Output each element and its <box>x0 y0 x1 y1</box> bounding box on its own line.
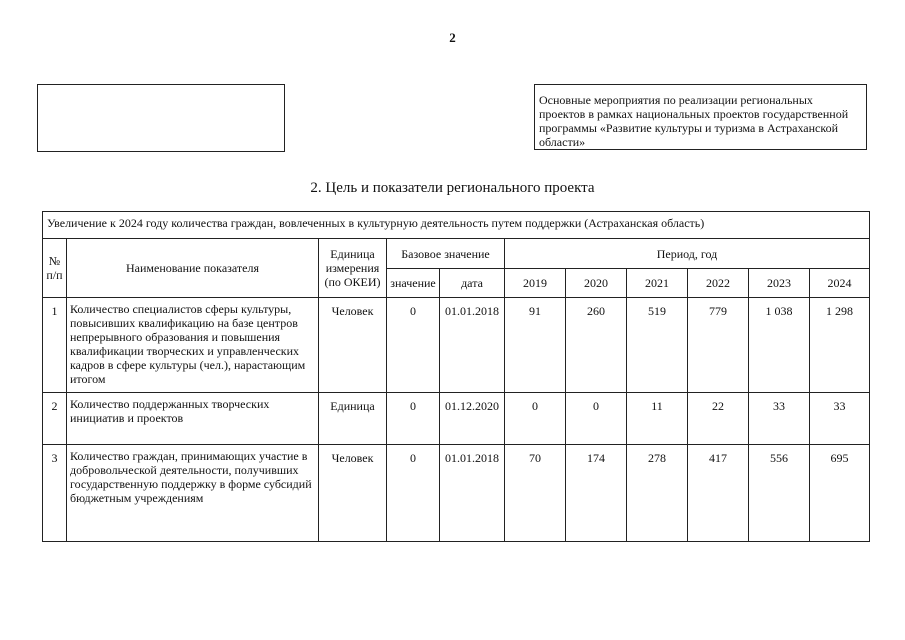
row-value: 695 <box>810 445 870 542</box>
row-value: 0 <box>505 393 566 445</box>
section-title: 2. Цель и показатели регионального проекта <box>310 180 595 196</box>
row-base-value: 0 <box>387 445 440 542</box>
row-base-date: 01.01.2018 <box>440 298 505 393</box>
header-year: 2019 <box>505 269 566 298</box>
row-value: 1 038 <box>749 298 810 393</box>
row-name: Количество граждан, принимающих участие в добровольческой деятельности, получивших государственную поддержку в форме субсидий бюджетным учреждениям <box>67 445 319 542</box>
row-value: 0 <box>566 393 627 445</box>
header-base: Базовое значение <box>387 239 505 269</box>
left-box <box>37 84 285 152</box>
row-value: 417 <box>688 445 749 542</box>
row-base-value: 0 <box>387 393 440 445</box>
header-year: 2020 <box>566 269 627 298</box>
row-unit: Единица <box>319 393 387 445</box>
row-value: 11 <box>627 393 688 445</box>
row-value: 70 <box>505 445 566 542</box>
header-year: 2022 <box>688 269 749 298</box>
row-base-date: 01.12.2020 <box>440 393 505 445</box>
row-value: 91 <box>505 298 566 393</box>
row-num: 2 <box>43 393 67 445</box>
page-number: 2 <box>449 30 456 45</box>
header-unit: Единица измерения (по ОКЕИ) <box>319 239 387 298</box>
header-period: Период, год <box>505 239 870 269</box>
header-year: 2021 <box>627 269 688 298</box>
row-base-date: 01.01.2018 <box>440 445 505 542</box>
row-value: 33 <box>749 393 810 445</box>
row-value: 22 <box>688 393 749 445</box>
row-value: 260 <box>566 298 627 393</box>
header-num: № п/п <box>43 239 67 298</box>
row-name: Количество специалистов сферы культуры, повысивших квалификацию на базе центров непрерывного образования и повышения квалификации творческих и управленческих кадров в сфере культуры (чел.), нарастающим итогом <box>67 298 319 393</box>
header-year: 2024 <box>810 269 870 298</box>
program-box: Основные мероприятия по реализации региональных проектов в рамках национальных проектов государственной программы «Развитие культуры и туризма в Астраханской области» <box>534 84 867 150</box>
row-value: 1 298 <box>810 298 870 393</box>
header-base-value: значение <box>387 269 440 298</box>
table-row <box>43 298 870 393</box>
row-value: 33 <box>810 393 870 445</box>
table-row <box>43 393 870 445</box>
row-name: Количество поддержанных творческих инициатив и проектов <box>67 393 319 445</box>
row-unit: Человек <box>319 445 387 542</box>
indicators-table <box>42 211 870 542</box>
header-year: 2023 <box>749 269 810 298</box>
row-unit: Человек <box>319 298 387 393</box>
row-value: 779 <box>688 298 749 393</box>
row-base-value: 0 <box>387 298 440 393</box>
table-row <box>43 445 870 542</box>
goal-row: Увеличение к 2024 году количества граждан, вовлеченных в культурную деятельность путем поддержки (Астраханская область) <box>43 212 870 239</box>
header-base-date: дата <box>440 269 505 298</box>
row-num: 1 <box>43 298 67 393</box>
row-value: 278 <box>627 445 688 542</box>
row-value: 519 <box>627 298 688 393</box>
row-value: 174 <box>566 445 627 542</box>
row-num: 3 <box>43 445 67 542</box>
row-value: 556 <box>749 445 810 542</box>
header-name: Наименование показателя <box>67 239 319 298</box>
